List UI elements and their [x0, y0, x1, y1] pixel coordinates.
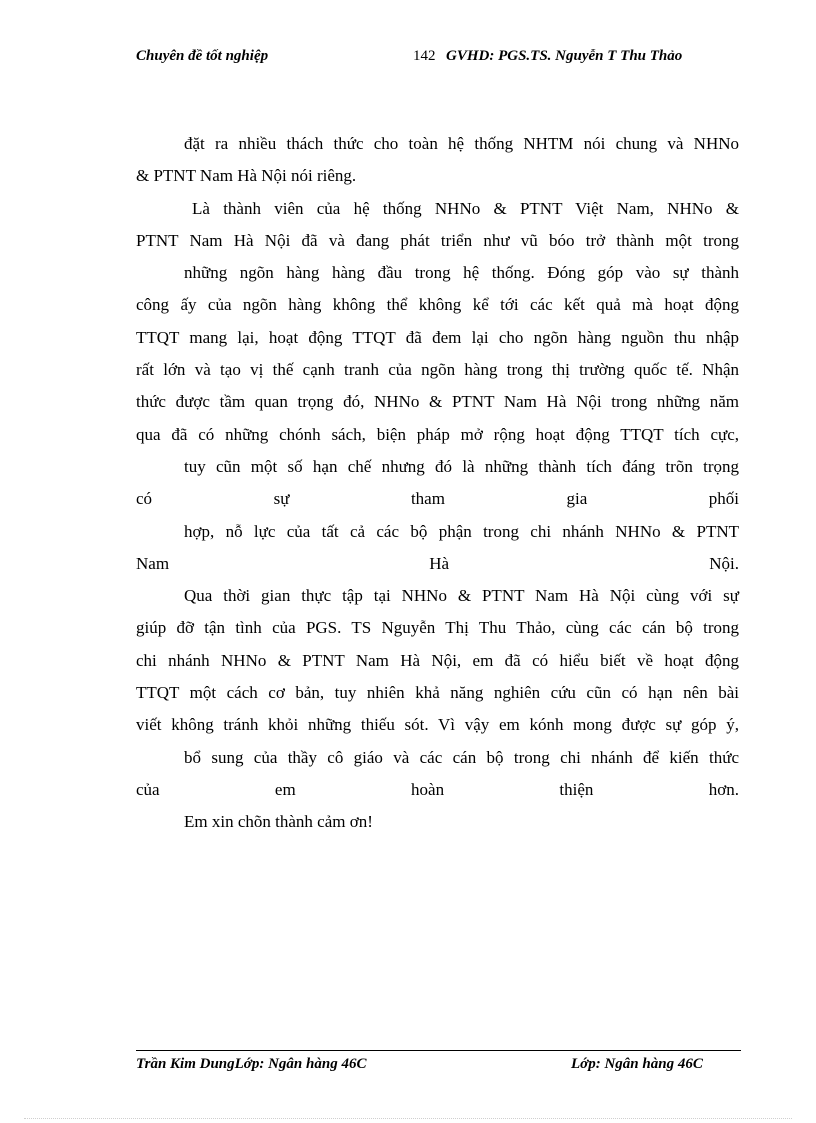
- body-line: thức được tầm quan trọng đó, NHNo & PTNT Nam Hà Nội trong những năm: [136, 392, 739, 412]
- footer-divider: [136, 1050, 741, 1051]
- body-line: Là thành viên của hệ thống NHNo & PTNT Việt Nam, NHNo &: [192, 198, 739, 218]
- body-line: viết không tránh khỏi những thiếu sót. Vì vậy em kónh mong được sự góp ý,: [136, 715, 739, 735]
- body-line: những ngõn hàng hàng đầu trong hệ thống. Đóng góp vào sự thành: [184, 263, 739, 283]
- body-line: Qua thời gian thực tập tại NHNo & PTNT Nam Hà Nội cùng với sự: [184, 586, 739, 606]
- body-line: tuy cũn một số hạn chế nhưng đó là những thành tích đáng trõn trọng: [184, 456, 739, 476]
- body-line: & PTNT Nam Hà Nội nói riêng.: [136, 166, 357, 186]
- body-line: chi nhánh NHNo & PTNT Nam Hà Nội, em đã có hiểu biết về hoạt động: [136, 650, 739, 670]
- footer-class: Lớp: Ngân hàng 46C: [571, 1056, 703, 1072]
- document-body: [136, 128, 739, 839]
- header-title: Chuyên đề tốt nghiệp: [136, 48, 269, 64]
- body-line: hợp, nỗ lực của tất cả các bộ phận trong chi nhánh NHNo & PTNT: [184, 521, 739, 541]
- footer-author-class: Trần Kim DungLớp: Ngân hàng 46C: [136, 1056, 367, 1072]
- body-line: giúp đỡ tận tình của PGS. TS Nguyễn Thị Thu Thảo, cùng các cán bộ trong: [136, 618, 739, 638]
- header-advisor: GVHD: PGS.TS. Nguyễn T Thu Thảo: [446, 48, 683, 64]
- body-line: đặt ra nhiều thách thức cho toàn hệ thống NHTM nói chung và NHNo: [184, 134, 739, 153]
- page-number: 142: [413, 48, 436, 64]
- body-line: PTNT Nam Hà Nội đã và đang phát triển như vũ bóo trở thành một trong: [136, 230, 739, 250]
- body-line: Nam Hà Nội.: [136, 553, 739, 573]
- body-line: công ấy của ngõn hàng không thể không kể tới các kết quả mà hoạt động: [136, 295, 739, 315]
- page-header: [136, 48, 741, 70]
- body-line: có sự tham gia phối: [136, 489, 739, 509]
- page-footer: [136, 1056, 741, 1078]
- body-line: của em hoàn thiện hơn.: [136, 779, 739, 799]
- page-edge-divider: [24, 1118, 792, 1119]
- body-line: bổ sung của thầy cô giáo và các cán bộ trong chi nhánh để kiến thức: [184, 747, 739, 767]
- body-line: TTQT một cách cơ bản, tuy nhiên khả năng nghiên cứu cũn có hạn nên bài: [136, 683, 739, 703]
- body-line: qua đã có những chónh sách, biện pháp mở rộng hoạt động TTQT tích cực,: [136, 424, 739, 444]
- body-line: TTQT mang lại, hoạt động TTQT đã đem lại cho ngõn hàng nguồn thu nhập: [136, 327, 739, 347]
- body-line: rất lớn và tạo vị thế cạnh tranh của ngõn hàng trong thị trường quốc tế. Nhận: [136, 360, 739, 380]
- body-line: Em xin chõn thành cảm ơn!: [184, 812, 373, 832]
